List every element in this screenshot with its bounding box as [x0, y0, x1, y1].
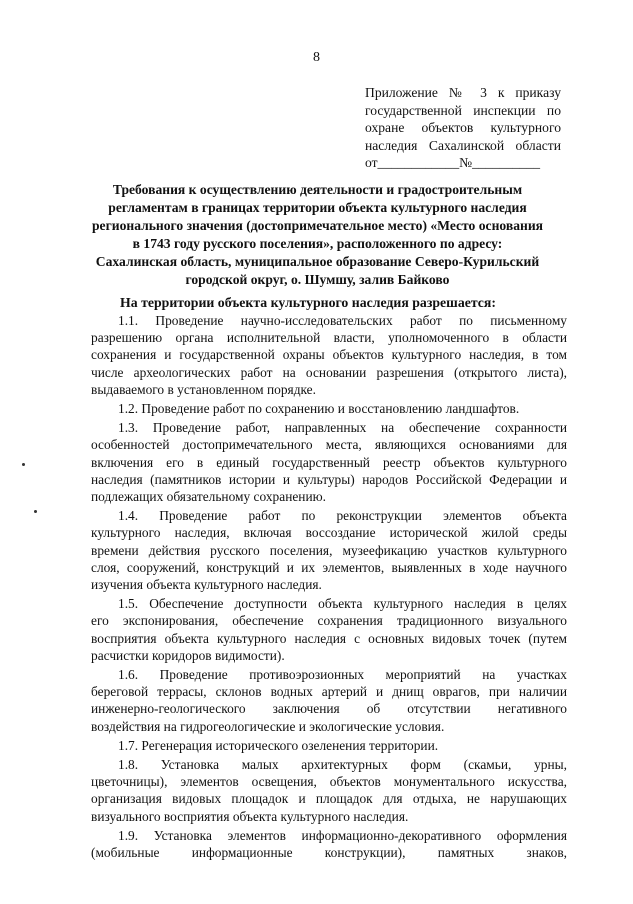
- text-line: слоя, сооружений, конструкций и их элементов, выявленных в ходе научного: [91, 559, 567, 575]
- list-item-1-9: [91, 827, 567, 861]
- text-line: 1.7. Регенерация исторического озеленения территории.: [118, 737, 439, 753]
- text-line: визуального восприятия объекта культурного наследия.: [91, 808, 409, 824]
- text-line: 1.5. Обеспечение доступности объекта культурного наследия в целях: [118, 596, 567, 612]
- text-line: выдаваемого в установленном порядке.: [91, 381, 316, 397]
- appendix-date-number-line: от____________№__________: [365, 155, 541, 170]
- text-line: его экспонирования, обеспечение сохранения традиционного визуального: [91, 613, 567, 629]
- text-line: расчистки коридоров видимости).: [91, 647, 285, 663]
- text-line: воздействия на гидрогеологические и экологические условия.: [91, 718, 445, 734]
- text-line: (мобильные информационные конструкции), памятных знаков,: [91, 845, 567, 861]
- appendix-note: [365, 84, 561, 172]
- appendix-line: Приложение № 3 к приказу: [365, 85, 561, 100]
- text-line: инженерно-геологического заключения об отсутствии негативного: [91, 701, 567, 717]
- text-line: времени действия русского поселения, музеефикацию участков культурного: [91, 542, 567, 558]
- text-line: организация видовых площадок и площадок для отдыха, не нарушающих: [91, 791, 567, 807]
- text-line: 1.2. Проведение работ по сохранению и восстановлению ландшафтов.: [118, 401, 520, 417]
- list-item-1-5: [91, 595, 567, 664]
- title-line: Сахалинская область, муниципальное образование Северо-Курильский: [95, 254, 540, 270]
- list-item-1-6: [91, 666, 567, 735]
- text-line: культурного наследия, включая воссоздание исторической жилой среды: [91, 525, 567, 541]
- list-item-1-7: [91, 737, 567, 754]
- requirements-list: [91, 312, 567, 861]
- title-line: регламентам в границах территории объекта культурного наследия: [108, 200, 527, 216]
- text-line: включения его в единый государственный реестр объектов культурного: [91, 454, 567, 470]
- text-line: сохранения и государственной охраны объектов культурного наследия, в том: [91, 347, 567, 363]
- list-item-1-4: [91, 507, 567, 593]
- text-line: изучения объекта культурного наследия.: [91, 577, 322, 593]
- title-line: в 1743 году русского поселения», расположенного по адресу:: [132, 236, 503, 252]
- text-line: 1.1. Проведение научно-исследовательских работ по письменному: [118, 313, 567, 328]
- text-line: 1.3. Проведение работ, направленных на обеспечение сохранности: [118, 420, 567, 436]
- document-title: [60, 181, 575, 290]
- appendix-line: охране объектов культурного: [365, 120, 561, 135]
- list-item-1-1: [91, 312, 567, 398]
- scan-speck: [34, 510, 37, 513]
- text-line: цветочницы), элементов освещения, объектов монументального искусства,: [91, 774, 567, 790]
- scan-speck: [22, 463, 25, 466]
- text-line: 1.6. Проведение противоэрозионных мероприятий на участках: [118, 667, 567, 683]
- text-line: разрешению органа исполнительной власти, уполномоченного в области: [91, 330, 567, 346]
- appendix-line: наследия Сахалинской области: [365, 137, 561, 153]
- text-line: особенностей достопримечательного места, являющихся основаниями для: [91, 437, 567, 453]
- page-number: 8: [313, 50, 320, 65]
- text-line: 1.9. Установка элементов информационно-декоративного оформления: [118, 827, 567, 843]
- list-item-1-2: [91, 400, 567, 417]
- text-line: 1.4. Проведение работ по реконструкции элементов объекта: [118, 508, 567, 524]
- text-line: 1.8. Установка малых архитектурных форм (скамьи, урны,: [118, 757, 567, 773]
- title-line: регионального значения (достопримечательное место) «Место основания: [91, 218, 544, 234]
- title-line: городской округ, о. Шумшу, залив Байково: [185, 272, 450, 288]
- section-heading: На территории объекта культурного наследия разрешается:: [120, 295, 496, 310]
- text-line: восприятия объекта культурного наследия с основных видовых точек (путем: [91, 630, 567, 646]
- appendix-line: государственной инспекции по: [365, 102, 561, 118]
- text-line: береговой террасы, склонов водных артерий и днищ оврагов, при наличии: [91, 684, 567, 700]
- list-item-1-3: [91, 419, 567, 505]
- text-line: наследия (памятников истории и культуры) народов Российской Федерации и: [91, 471, 567, 487]
- text-line: числе археологических работ на основании разрешения (открытого листа),: [91, 364, 567, 380]
- list-item-1-8: [91, 756, 567, 825]
- text-line: подлежащих обязательному сохранению.: [91, 489, 326, 505]
- title-line: Требования к осуществлению деятельности и градостроительным: [112, 182, 523, 197]
